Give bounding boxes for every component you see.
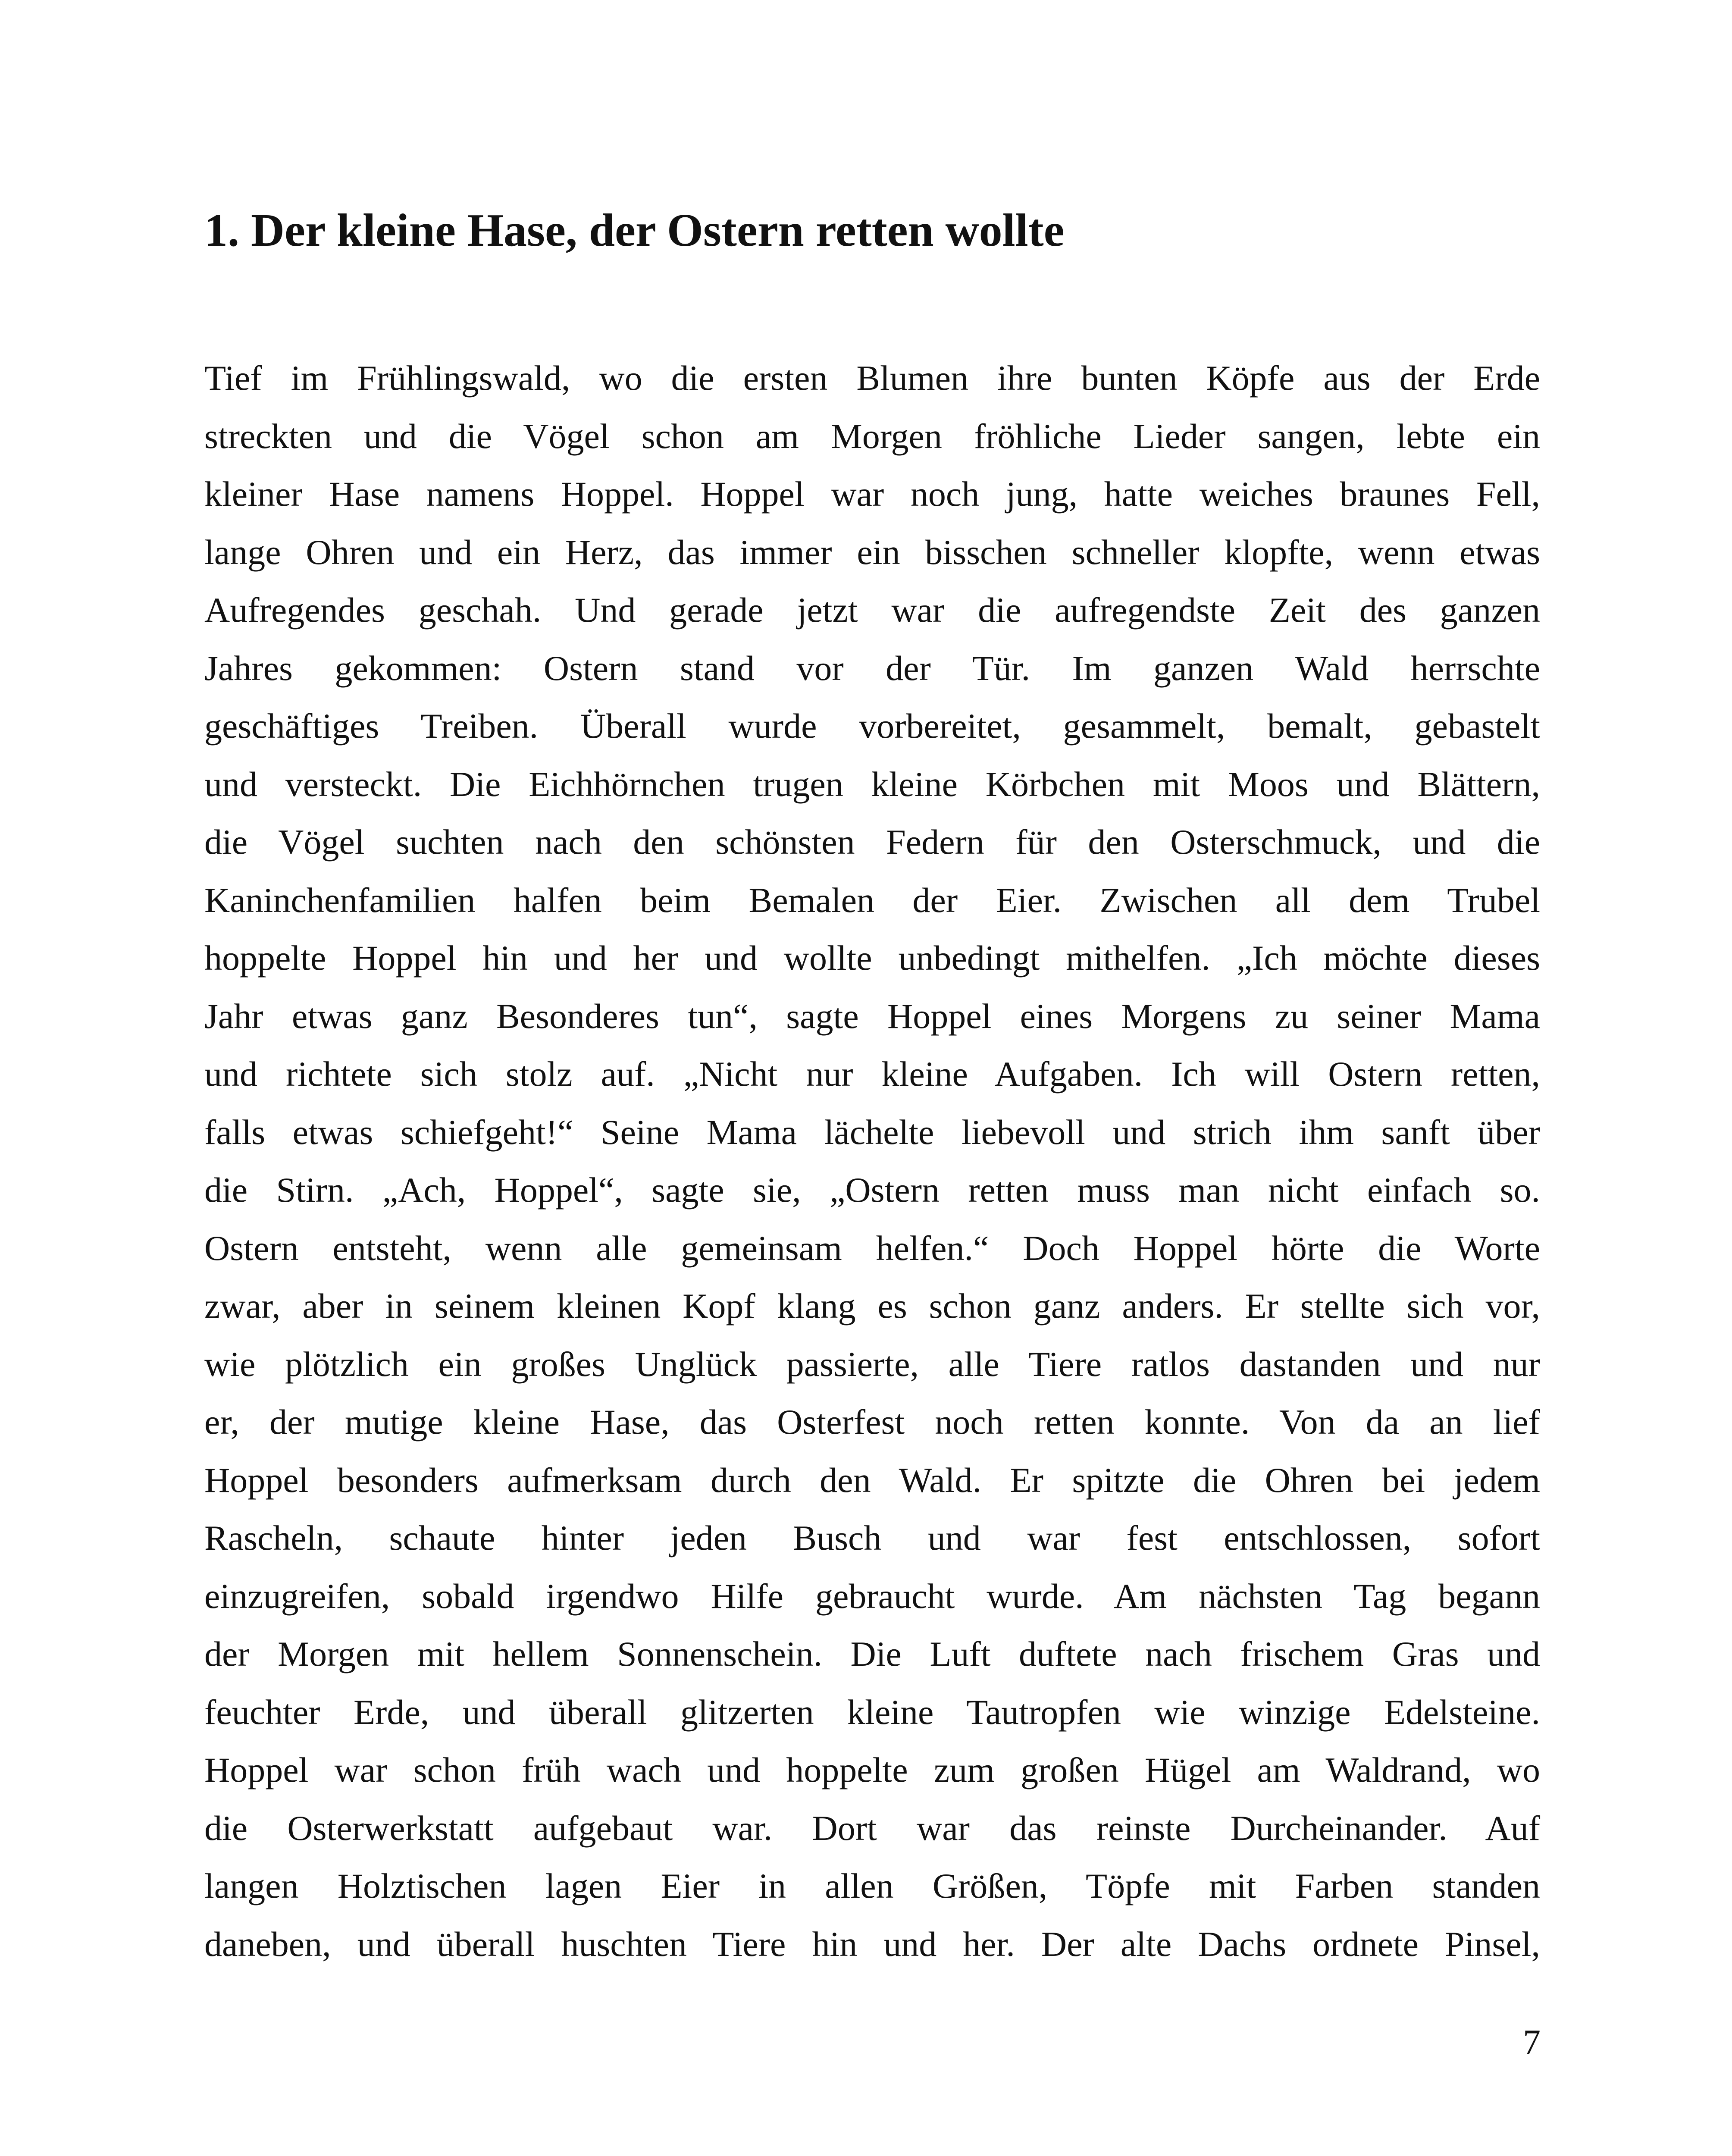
text-line: er, der mutige kleine Hase, das Osterfest noch retten konnte. Von da an lief: [204, 1402, 1540, 1442]
text-line: die Vögel suchten nach den schönsten Federn für den Osterschmuck, und die: [204, 822, 1540, 862]
text-line: Jahr etwas ganz Besonderes tun“, sagte Hoppel eines Morgens zu seiner Mama: [204, 996, 1540, 1036]
page-number: 7: [1523, 2022, 1541, 2062]
text-line: hoppelte Hoppel hin und her und wollte unbedingt mithelfen. „Ich möchte dieses: [204, 938, 1540, 978]
text-line: kleiner Hase namens Hoppel. Hoppel war noch jung, hatte weiches braunes Fell,: [204, 474, 1540, 514]
text-line: und versteckt. Die Eichhörnchen trugen kleine Körbchen mit Moos und Blättern,: [204, 764, 1540, 804]
text-line: zwar, aber in seinem kleinen Kopf klang es schon ganz anders. Er stellte sich vor,: [204, 1286, 1540, 1326]
text-line: feuchter Erde, und überall glitzerten kleine Tautropfen wie winzige Edelsteine.: [204, 1692, 1540, 1732]
text-line: Jahres gekommen: Ostern stand vor der Tür. Im ganzen Wald herrschte: [204, 648, 1540, 688]
text-line: daneben, und überall huschten Tiere hin und her. Der alte Dachs ordnete Pinsel,: [204, 1924, 1540, 1964]
text-line: falls etwas schiefgeht!“ Seine Mama lächelte liebevoll und strich ihm sanft über: [204, 1112, 1540, 1152]
text-line: Tief im Frühlingswald, wo die ersten Blumen ihre bunten Köpfe aus der Erde: [204, 358, 1540, 398]
text-line: und richtete sich stolz auf. „Nicht nur kleine Aufgaben. Ich will Ostern retten,: [204, 1054, 1540, 1094]
chapter-title: 1. Der kleine Hase, der Ostern retten wollte: [204, 205, 1065, 256]
text-line: die Stirn. „Ach, Hoppel“, sagte sie, „Ostern retten muss man nicht einfach so.: [204, 1170, 1540, 1210]
text-line: Hoppel war schon früh wach und hoppelte zum großen Hügel am Waldrand, wo: [204, 1750, 1540, 1789]
text-line: geschäftiges Treiben. Überall wurde vorbereitet, gesammelt, bemalt, gebastelt: [204, 706, 1540, 746]
text-line: Aufregendes geschah. Und gerade jetzt war die aufregendste Zeit des ganzen: [204, 590, 1540, 630]
text-line: Rascheln, schaute hinter jeden Busch und war fest entschlossen, sofort: [204, 1518, 1540, 1557]
text-line: Hoppel besonders aufmerksam durch den Wald. Er spitzte die Ohren bei jedem: [204, 1460, 1540, 1500]
text-line: der Morgen mit hellem Sonnenschein. Die Luft duftete nach frischem Gras und: [204, 1634, 1540, 1673]
text-line: einzugreifen, sobald irgendwo Hilfe gebraucht wurde. Am nächsten Tag begann: [204, 1576, 1540, 1616]
text-line: Kaninchenfamilien halfen beim Bemalen der Eier. Zwischen all dem Trubel: [204, 880, 1540, 920]
body-paragraph: [204, 349, 1540, 1973]
text-line: langen Holztischen lagen Eier in allen Größen, Töpfe mit Farben standen: [204, 1866, 1540, 1905]
text-line: lange Ohren und ein Herz, das immer ein bisschen schneller klopfte, wenn etwas: [204, 532, 1540, 572]
text-line: Ostern entsteht, wenn alle gemeinsam helfen.“ Doch Hoppel hörte die Worte: [204, 1228, 1540, 1268]
text-line: wie plötzlich ein großes Unglück passierte, alle Tiere ratlos dastanden und nur: [204, 1344, 1540, 1384]
text-line: die Osterwerkstatt aufgebaut war. Dort war das reinste Durcheinander. Auf: [204, 1808, 1540, 1848]
text-line: streckten und die Vögel schon am Morgen fröhliche Lieder sangen, lebte ein: [204, 416, 1540, 456]
